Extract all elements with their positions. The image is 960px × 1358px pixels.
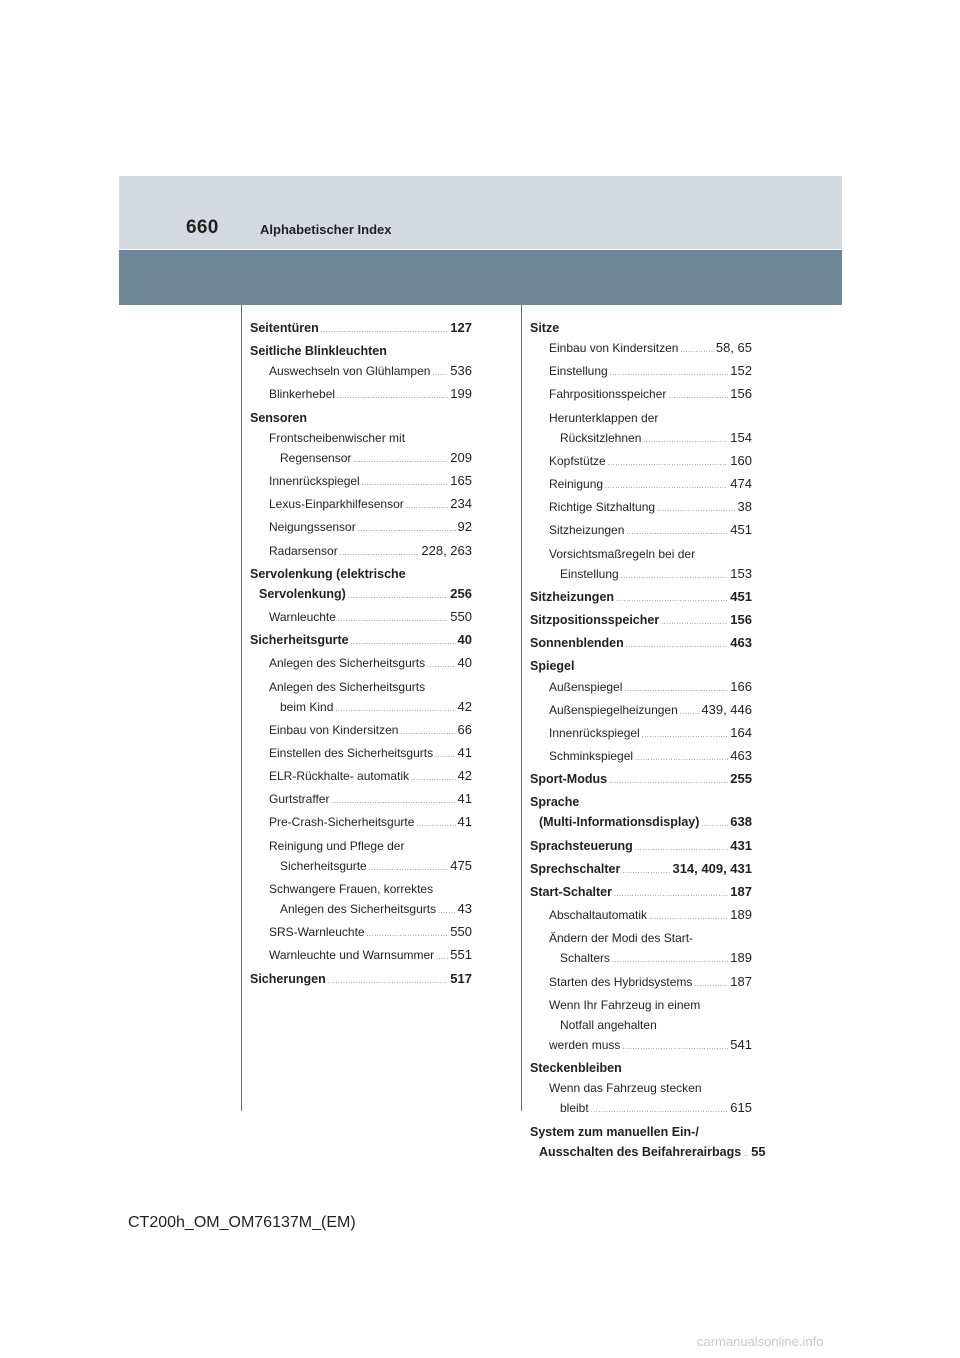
- page-reference: 228, 263: [421, 542, 472, 558]
- index-term: beim Kind: [280, 699, 334, 714]
- index-entry: [530, 1142, 766, 1165]
- index-term: Einstellen des Sicherheitsgurts: [269, 745, 434, 760]
- index-term: Warnleuchte: [269, 610, 336, 625]
- index-left-column: [250, 318, 472, 992]
- index-subentry: [530, 497, 752, 520]
- dot-leader: [369, 859, 449, 879]
- index-term: Sitzheizungen: [549, 523, 625, 538]
- dot-leader: [331, 792, 455, 812]
- page-number: 660: [186, 217, 219, 238]
- index-term: Regensensor: [280, 450, 352, 465]
- dot-leader: [649, 908, 728, 928]
- index-term: System zum manuellen Ein-/: [530, 1124, 699, 1139]
- index-term: Anlegen des Sicherheitsgurts: [269, 656, 426, 671]
- dot-leader: [701, 815, 728, 835]
- index-subentry: [250, 428, 472, 448]
- index-subentry: [250, 494, 472, 517]
- index-term: Sprechschalter: [530, 861, 621, 876]
- index-term: Sicherheitsgurte: [280, 858, 367, 873]
- dot-leader: [351, 633, 456, 653]
- index-term: Pre-Crash-Sicherheitsgurte: [269, 815, 415, 830]
- index-subentry: [250, 743, 472, 766]
- index-subentry: [250, 766, 472, 789]
- index-term: Neigungssensor: [269, 520, 356, 535]
- index-term: Schwangere Frauen, korrektes: [269, 881, 434, 896]
- index-entry: [250, 630, 472, 653]
- index-subentry: [530, 972, 752, 995]
- dot-leader: [438, 902, 455, 922]
- index-entry: [530, 769, 752, 792]
- index-term: Radarsensor: [269, 543, 338, 558]
- index-term: Sport-Modus: [530, 772, 608, 787]
- index-subentry: [530, 408, 752, 428]
- index-term: Sitzheizungen: [530, 589, 615, 604]
- index-term: Reinigung und Pflege der: [269, 838, 405, 853]
- index-subentry: [530, 544, 752, 564]
- dot-leader: [609, 772, 728, 792]
- page-reference: 314, 409, 431: [672, 860, 752, 876]
- index-term: Reinigung: [549, 477, 604, 492]
- dot-leader: [358, 520, 456, 540]
- index-term: Herunterklappen der: [549, 410, 659, 425]
- index-right-column: [530, 318, 766, 1165]
- dot-leader: [612, 951, 728, 971]
- index-term: Spiegel: [530, 659, 575, 674]
- page-reference: 165: [450, 473, 472, 489]
- page-reference: 127: [450, 320, 472, 335]
- dot-leader: [635, 839, 728, 859]
- dot-leader: [621, 567, 729, 587]
- right-column-rule: [521, 305, 522, 1111]
- index-term: Start-Schalter: [530, 884, 612, 899]
- page-reference: 463: [730, 635, 752, 651]
- dot-leader: [622, 1038, 728, 1058]
- index-entry: [530, 1122, 752, 1142]
- dot-leader: [338, 610, 448, 630]
- dot-leader: [743, 1145, 749, 1165]
- index-term: Sicherungen: [250, 971, 326, 986]
- index-subentry: [250, 541, 472, 564]
- index-term: Innenrückspiegel: [269, 474, 360, 489]
- index-subentry: [250, 879, 472, 899]
- index-term: Steckenbleiben: [530, 1061, 622, 1076]
- page-reference: 189: [730, 907, 752, 923]
- page-reference: 41: [457, 814, 472, 830]
- page-reference: 38: [737, 499, 752, 515]
- dot-leader: [353, 451, 448, 471]
- index-term: Außenspiegelheizungen: [549, 702, 678, 717]
- index-term: Schalters: [560, 951, 611, 966]
- dot-leader: [335, 700, 455, 720]
- index-term: Anlegen des Sicherheitsgurts: [269, 679, 426, 694]
- page-reference: 615: [730, 1100, 752, 1116]
- index-subentry: [250, 361, 472, 384]
- index-term: Kopfstütze: [549, 453, 606, 468]
- dot-leader: [626, 523, 728, 543]
- dot-leader: [616, 590, 728, 610]
- index-term: Notfall angehalten: [560, 1017, 657, 1032]
- index-subentry: [250, 448, 472, 471]
- index-subentry: [530, 905, 752, 928]
- header-bar: [119, 250, 842, 305]
- index-term: Außenspiegel: [549, 679, 623, 694]
- dot-leader: [321, 321, 449, 341]
- index-term: Wenn das Fahrzeug stecken: [549, 1081, 702, 1096]
- index-term: Starten des Hybridsystems: [549, 974, 693, 989]
- index-subentry: [530, 474, 752, 497]
- dot-leader: [591, 1101, 729, 1121]
- index-subentry: [530, 384, 752, 407]
- index-subentry: [530, 428, 752, 451]
- index-subentry: [250, 607, 472, 630]
- index-subentry: [250, 922, 472, 945]
- index-term: bleibt: [560, 1101, 589, 1116]
- index-term: Innenrückspiegel: [549, 725, 640, 740]
- index-entry: [530, 792, 752, 812]
- dot-leader: [661, 613, 728, 633]
- index-term: Warnleuchte und Warnsummer: [269, 948, 435, 963]
- page-reference: 92: [457, 519, 472, 535]
- page-reference: 541: [730, 1037, 752, 1052]
- dot-leader: [435, 746, 455, 766]
- index-entry: [530, 633, 752, 656]
- page-reference: 40: [457, 632, 472, 648]
- index-subentry: [250, 677, 472, 697]
- index-subentry: [250, 945, 472, 968]
- index-term: Gurtstraffer: [269, 792, 330, 807]
- page-reference: 58, 65: [715, 340, 752, 356]
- index-subentry: [250, 899, 472, 922]
- page-reference: 475: [450, 857, 472, 873]
- index-entry: [250, 584, 472, 607]
- index-subentry: [530, 1078, 752, 1098]
- index-subentry: [530, 700, 752, 723]
- index-term: Sonnenblenden: [530, 636, 624, 651]
- index-subentry: [530, 677, 752, 700]
- page-reference: 164: [730, 724, 752, 740]
- dot-leader: [367, 925, 449, 945]
- left-column-rule: [241, 305, 242, 1111]
- dot-leader: [362, 474, 449, 494]
- index-term: ELR-Rückhalte- automatik: [269, 769, 410, 784]
- page-reference: 55: [751, 1143, 766, 1159]
- dot-leader: [643, 431, 728, 451]
- dot-leader: [626, 636, 729, 656]
- index-subentry: [530, 451, 752, 474]
- page-reference: 199: [450, 386, 472, 402]
- index-subentry: [250, 789, 472, 812]
- index-subentry: [530, 995, 752, 1015]
- dot-leader: [340, 544, 420, 564]
- index-entry: [250, 318, 472, 341]
- page-reference: 156: [730, 612, 752, 628]
- index-term: Abschaltautomatik: [549, 908, 648, 923]
- index-subentry: [530, 723, 752, 746]
- index-term: Sitzpositionsspeicher: [530, 613, 660, 628]
- index-term: Anlegen des Sicherheitsgurts: [280, 902, 437, 917]
- index-subentry: [530, 746, 752, 769]
- index-term: Ändern der Modi des Start-: [549, 931, 694, 946]
- dot-leader: [614, 885, 728, 905]
- dot-leader: [635, 749, 728, 769]
- page-reference: 42: [457, 768, 472, 784]
- page-reference: 474: [730, 476, 752, 492]
- index-subentry: [250, 856, 472, 879]
- page-reference: 189: [730, 950, 752, 966]
- index-term: Lexus-Einparkhilfesensor: [269, 497, 404, 512]
- index-subentry: [250, 836, 472, 856]
- dot-leader: [694, 975, 728, 995]
- index-subentry: [530, 948, 752, 971]
- index-term: Einbau von Kindersitzen: [549, 341, 679, 356]
- index-subentry: [250, 697, 472, 720]
- dot-leader: [348, 587, 448, 607]
- page-reference: 66: [457, 721, 472, 737]
- index-subentry: [250, 517, 472, 540]
- index-subentry: [530, 338, 752, 361]
- dot-leader: [432, 364, 448, 384]
- page-reference: 517: [450, 970, 472, 986]
- index-term: Richtige Sitzhaltung: [549, 500, 656, 515]
- index-entry: [250, 564, 472, 584]
- index-term: Seitliche Blinkleuchten: [250, 344, 387, 359]
- section-title: Alphabetischer Index: [260, 222, 392, 237]
- index-entry: [530, 318, 752, 338]
- page-reference: 550: [450, 609, 472, 625]
- dot-leader: [642, 726, 729, 746]
- dot-leader: [406, 497, 449, 517]
- index-subentry: [250, 720, 472, 743]
- page-reference: 160: [730, 452, 752, 468]
- index-term: Fahrpositionsspeicher: [549, 387, 667, 402]
- index-entry: [250, 341, 472, 361]
- page-reference: 40: [457, 655, 472, 671]
- index-term: Schminkspiegel: [549, 748, 634, 763]
- index-subentry: [530, 361, 752, 384]
- index-term: Sensoren: [250, 410, 307, 425]
- index-subentry: [250, 812, 472, 835]
- dot-leader: [605, 477, 728, 497]
- dot-leader: [680, 341, 713, 361]
- index-subentry: [530, 564, 752, 587]
- page-reference: 536: [450, 363, 472, 379]
- dot-leader: [657, 500, 735, 520]
- page-reference: 187: [730, 883, 752, 899]
- index-entry: [530, 610, 752, 633]
- index-term: Servolenkung (elektrische: [250, 566, 406, 581]
- index-subentry: [250, 471, 472, 494]
- dot-leader: [436, 948, 448, 968]
- index-subentry: [530, 520, 752, 543]
- index-term: Vorsichtsmaßregeln bei der: [549, 546, 696, 561]
- index-entry: [530, 859, 752, 882]
- page-reference: 166: [730, 678, 752, 694]
- index-term: Blinkerhebel: [269, 387, 336, 402]
- dot-leader: [668, 387, 728, 407]
- index-entry: [530, 587, 752, 610]
- page-reference: 43: [457, 901, 472, 917]
- index-term: Sicherheitsgurte: [250, 633, 349, 648]
- index-subentry: [250, 653, 472, 676]
- index-term: Einbau von Kindersitzen: [269, 722, 399, 737]
- dot-leader: [416, 815, 455, 835]
- page-reference: 255: [730, 771, 752, 787]
- page-reference: 638: [730, 814, 752, 830]
- document-code: CT200h_OM_OM76137M_(EM): [128, 1214, 356, 1231]
- index-term: Rücksitzlehnen: [560, 430, 642, 445]
- dot-leader: [411, 769, 455, 789]
- page-reference: 431: [730, 837, 752, 853]
- dot-leader: [328, 972, 449, 992]
- page-reference: 463: [730, 747, 752, 763]
- index-entry: [530, 1058, 752, 1078]
- index-entry: [530, 656, 752, 676]
- page-reference: 451: [730, 522, 752, 538]
- page-reference: 187: [730, 973, 752, 989]
- page-reference: 209: [450, 449, 472, 465]
- page-reference: 551: [450, 947, 472, 963]
- index-term: Frontscheibenwischer mit: [269, 430, 406, 445]
- index-term: Sprachsteuerung: [530, 838, 633, 853]
- index-term: werden muss: [549, 1038, 621, 1052]
- dot-leader: [622, 862, 670, 882]
- page-reference: 152: [730, 363, 752, 379]
- index-subentry: [530, 1015, 752, 1035]
- index-term: Servolenkung): [259, 586, 346, 601]
- header-band: [119, 176, 842, 249]
- page-reference: 154: [730, 429, 752, 445]
- index-subentry: [530, 1098, 752, 1121]
- index-term: Einstellung: [549, 364, 608, 379]
- dot-leader: [337, 387, 448, 407]
- dot-leader: [427, 656, 455, 676]
- index-term: Sitze: [530, 321, 560, 335]
- page-reference: 153: [730, 565, 752, 581]
- dot-leader: [608, 454, 729, 474]
- index-entry: [530, 836, 752, 859]
- index-term: Einstellung: [560, 566, 619, 581]
- index-term: Sprache: [530, 795, 580, 810]
- page-reference: 41: [457, 744, 472, 760]
- page-reference: 234: [450, 496, 472, 512]
- index-entry: [250, 408, 472, 428]
- index-entry: [250, 969, 472, 992]
- dot-leader: [610, 364, 729, 384]
- index-entry: [530, 812, 752, 835]
- index-subentry: [250, 384, 472, 407]
- index-term: Auswechseln von Glühlampen: [269, 364, 431, 379]
- index-term: Seitentüren: [250, 321, 319, 335]
- page-reference: 256: [450, 585, 472, 601]
- page-reference: 42: [457, 698, 472, 714]
- watermark: carmanualsonline.info: [697, 1334, 824, 1349]
- index-term: Ausschalten des Beifahrerairbags: [539, 1144, 742, 1159]
- index-subentry: [530, 1035, 752, 1058]
- index-entry: [530, 882, 752, 905]
- page-reference: 451: [730, 588, 752, 604]
- dot-leader: [680, 703, 700, 723]
- page-reference: 156: [730, 386, 752, 402]
- index-subentry: [530, 928, 752, 948]
- index-term: SRS-Warnleuchte: [269, 925, 365, 940]
- page-reference: 439, 446: [701, 701, 752, 717]
- page-reference: 550: [450, 924, 472, 940]
- page-reference: 41: [457, 791, 472, 807]
- dot-leader: [624, 680, 728, 700]
- index-term: Wenn Ihr Fahrzeug in einem: [549, 997, 701, 1012]
- dot-leader: [400, 723, 455, 743]
- index-term: (Multi-Informationsdisplay): [539, 815, 700, 830]
